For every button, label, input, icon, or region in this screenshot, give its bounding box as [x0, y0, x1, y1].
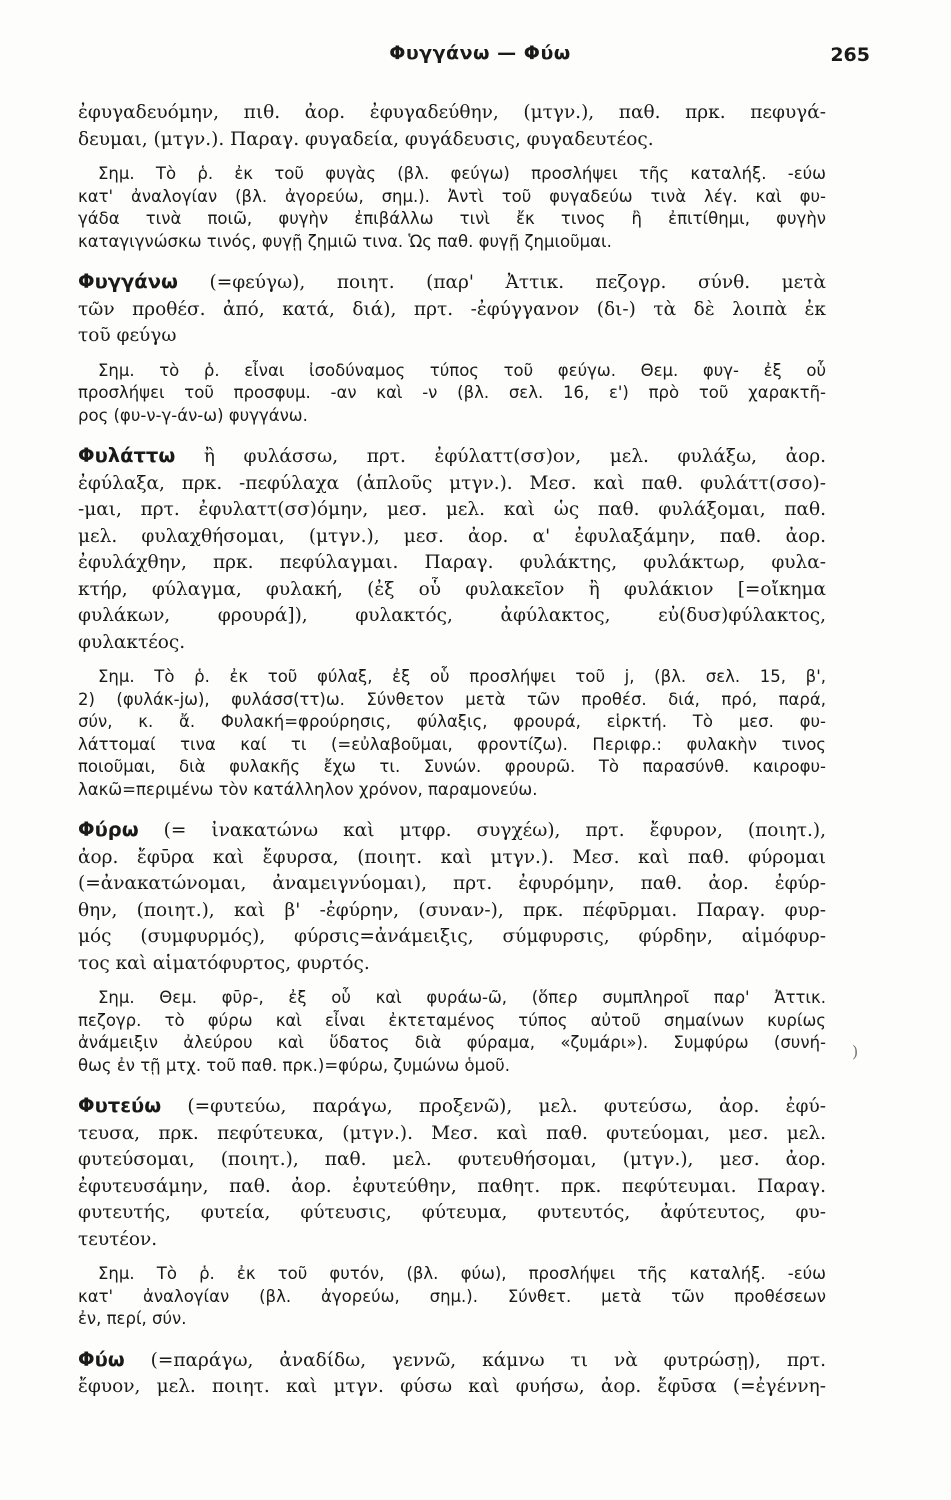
entry-fylatto [78, 443, 826, 656]
text-line: μελ. φυλαχθήσομαι, (μτγν.), μεσ. ἀορ. α' ἐφυλαξάμην, παθ. ἀορ. [78, 525, 826, 547]
note-line: ἐν, περί, σύν. [78, 1309, 187, 1328]
note-line: Σημ. Τὸ ῥ. ἐκ τοῦ φύλαξ, ἐξ οὗ προσλήψει τοῦ j, (βλ. σελ. 15, β', [98, 667, 826, 686]
note-line: κατ' ἀναλογίαν (βλ. ἀγορεύω, σημ.). Σύνθετ. μετὰ τῶν προθέσεων [78, 1286, 826, 1306]
note-line: σύν, κ. ἄ. Φυλακή=φρούρησις, φύλαξις, φρουρά, εἱρκτή. Τὸ μεσ. φυ- [78, 712, 826, 731]
headword: Φυγγάνω [78, 270, 178, 293]
text-line: τευσα, πρκ. πεφύτευκα, (μτγν.). Μεσ. καὶ παθ. φυτεύομαι, μεσ. μελ. [78, 1122, 826, 1144]
text-line: τοῦ φεύγω [78, 325, 177, 346]
text-line: Φυτεύω (=φυτεύω, παράγω, προξενῶ), μελ. φυτεύσω, ἀορ. ἐφύ- [78, 1094, 826, 1117]
page-number: 265 [830, 44, 870, 66]
text-line: τος καὶ αἱματόφυρτος, φυρτός. [78, 952, 370, 974]
text-line: Φυγγάνω (=φεύγω), ποιητ. (παρ' Ἀττικ. πεζογρ. σύνθ. μετὰ [78, 270, 826, 293]
entry-note [78, 1263, 826, 1331]
running-head: Φυγγάνω — Φύω [389, 42, 571, 64]
headword: Φύω [78, 1347, 125, 1371]
note-line: Σημ. τὸ ῥ. εἶναι ἰσοδύναμος τύπος τοῦ φεύγω. Θεμ. φυγ- ἐξ οὗ [98, 360, 826, 380]
entry-note [78, 163, 826, 253]
note-line: ποιοῦμαι, διὰ φυλακῆς ἔχω τι. Συνών. φρουρῶ. Τὸ παρασύνθ. καιροφυ- [78, 757, 826, 776]
text-line: τῶν προθέσ. ἀπό, κατά, διά), πρτ. -ἐφύγγανον (δι-) τὰ δὲ λοιπὰ ἐκ [78, 298, 826, 320]
note-line: πεζογρ. τὸ φύρω καὶ εἶναι ἐκτεταμένος τύπος αὐτοῦ σημαίνων κυρίως [78, 1010, 826, 1030]
entry-fyro [78, 817, 826, 977]
text-line: Φυλάττω ἢ φυλάσσω, πρτ. ἐφύλαττ(σσ)ον, μελ. φυλάξω, ἀορ. [78, 444, 826, 467]
text-line: φυλάκων, φρουρά]), φυλακτός, ἀφύλακτος, εὐ(δυσ)φύλακτος, [78, 605, 826, 626]
text-line: ἀορ. ἔφῡρα καὶ ἔφυρσα, (ποιητ. καὶ μτγν.). Μεσ. καὶ παθ. φύρομαι [78, 846, 826, 868]
note-line: ρος (φυ-ν-γ-άν-ω) φυγγάνω. [78, 405, 308, 425]
note-line: λακῶ=περιμένω τὸν κατάλληλον χρόνον, παραμονεύω. [78, 779, 538, 799]
note-line: κατ' ἀναλογίαν (βλ. ἀγορεύω, σημ.). Ἀντὶ τοῦ φυγαδεύω τινὰ λέγ. καὶ φυ- [78, 186, 826, 206]
entry-note [78, 987, 826, 1077]
note-line: γάδα τινὰ ποιῶ, φυγὴν ἐπιβάλλω τινὶ ἔκ τινος ἢ ἐπιτίθημι, φυγὴν [78, 209, 826, 228]
text-line: θην, (ποιητ.), καὶ β' -ἐφύρην, (συναν-), πρκ. πέφῡρμαι. Παραγ. φυρ- [78, 899, 826, 921]
text-line: ἐφύλαξα, πρκ. -πεφύλαχα (ἁπλοῦς μτγν.). Μεσ. καὶ παθ. φυλάττ(σσο)- [78, 472, 826, 494]
margin-mark: ) [852, 1042, 859, 1061]
text-line: δευμαι, (μτγν.). Παραγ. φυγαδεία, φυγάδευσις, φυγαδευτέος. [78, 128, 654, 150]
entry-note [78, 666, 826, 801]
text-line: ἐφυτευσάμην, παθ. ἀορ. ἐφυτεύθην, παθητ. πρκ. πεφύτευμαι. Παραγ. [78, 1175, 826, 1197]
entry-fyggano [78, 269, 826, 350]
entry-continuation [78, 100, 826, 153]
entry-note [78, 360, 826, 428]
note-line: Σημ. Τὸ ῥ. ἐκ τοῦ φυγὰς (βλ. φεύγω) προσλήψει τῆς καταλήξ. -εύω [98, 164, 826, 183]
note-line: 2) (φυλάκ-jω), φυλάσσ(ττ)ω. Σύνθετον μετὰ τῶν προθέσ. διά, πρό, παρά, [78, 689, 826, 709]
text-line: φυτεύσομαι, (ποιητ.), παθ. μελ. φυτευθήσομαι, (μτγν.), μεσ. ἀορ. [78, 1149, 826, 1170]
note-line: καταγιγνώσκω τινός, φυγῇ ζημιῶ τινα. Ὡς παθ. φυγῇ ζημιοῦμαι. [78, 231, 612, 251]
note-line: Σημ. Τὸ ῥ. ἐκ τοῦ φυτόν, (βλ. φύω), προσλήψει τῆς καταλήξ. -εύω [98, 1264, 826, 1283]
text-line: τευτέον. [78, 1228, 158, 1250]
text-line: μός (συμφυρμός), φύρσις=ἀνάμειξις, σύμφυρσις, φύρδην, αἱμόφυρ- [78, 926, 826, 947]
page-body [78, 100, 826, 1401]
headword: Φύρω [78, 818, 139, 841]
note-line: λάττομαί τινα καί τι (=εὐλαβοῦμαι, φροντίζω). Περιφρ.: φυλακὴν τινος [78, 734, 826, 754]
text-line: κτήρ, φύλαγμα, φυλακή, (ἐξ οὗ φυλακεῖον ἢ φυλάκιον [=οἴκημα [78, 578, 826, 600]
page-header [90, 42, 870, 82]
text-line: ἔφυον, μελ. ποιητ. καὶ μτγν. φύσω καὶ φυήσω, ἀορ. ἔφῡσα (=ἐγέννη- [78, 1376, 826, 1397]
text-line: ἐφυγαδευόμην, πιθ. ἀορ. ἐφυγαδεύθην, (μτγν.), παθ. πρκ. πεφυγά- [78, 102, 826, 123]
text-line: ἐφυλάχθην, πρκ. πεφύλαγμαι. Παραγ. φυλάκτης, φυλάκτωρ, φυλα- [78, 552, 826, 573]
text-line: -μαι, πρτ. ἐφυλαττ(σσ)όμην, μεσ. μελ. καὶ ὡς παθ. φυλάξομαι, παθ. [78, 499, 826, 520]
note-line: θως ἐν τῇ μτχ. τοῦ παθ. πρκ.)=φύρω, ζυμώνω ὁμοῦ. [78, 1055, 510, 1075]
entry-fyo [78, 1347, 826, 1401]
headword: Φυλάττω [78, 444, 176, 467]
text-line: Φύω (=παράγω, ἀναδίδω, γεννῶ, κάμνω τι νὰ φυτρώσῃ), πρτ. [78, 1347, 826, 1371]
entry-fyteuo [78, 1093, 826, 1253]
text-line: φυτευτής, φυτεία, φύτευσις, φύτευμα, φυτευτός, ἀφύτευτος, φυ- [78, 1202, 826, 1223]
text-line: Φύρω (= ἰνακατώνω καὶ μτφρ. συγχέω), πρτ. ἔφυρον, (ποιητ.), [78, 818, 826, 841]
note-line: ἀνάμειξιν ἀλεύρου καὶ ὕδατος διὰ φύραμα, «ζυμάρι»). Συμφύρω (συνή- [78, 1033, 826, 1052]
text-line: φυλακτέος. [78, 631, 186, 653]
note-line: προσλήψει τοῦ προσφυμ. -αν καὶ -ν (βλ. σελ. 16, ε') πρὸ τοῦ χαρακτῆ- [78, 383, 826, 402]
text-line: (=ἀνακατώνομαι, ἀναμειγνύομαι), πρτ. ἐφυρόμην, παθ. ἀορ. ἐφύρ- [78, 873, 826, 894]
note-line: Σημ. Θεμ. φῡρ-, ἐξ οὗ καὶ φυράω-ῶ, (ὅπερ συμπληροῖ παρ' Ἀττικ. [98, 988, 826, 1007]
headword: Φυτεύω [78, 1094, 162, 1117]
